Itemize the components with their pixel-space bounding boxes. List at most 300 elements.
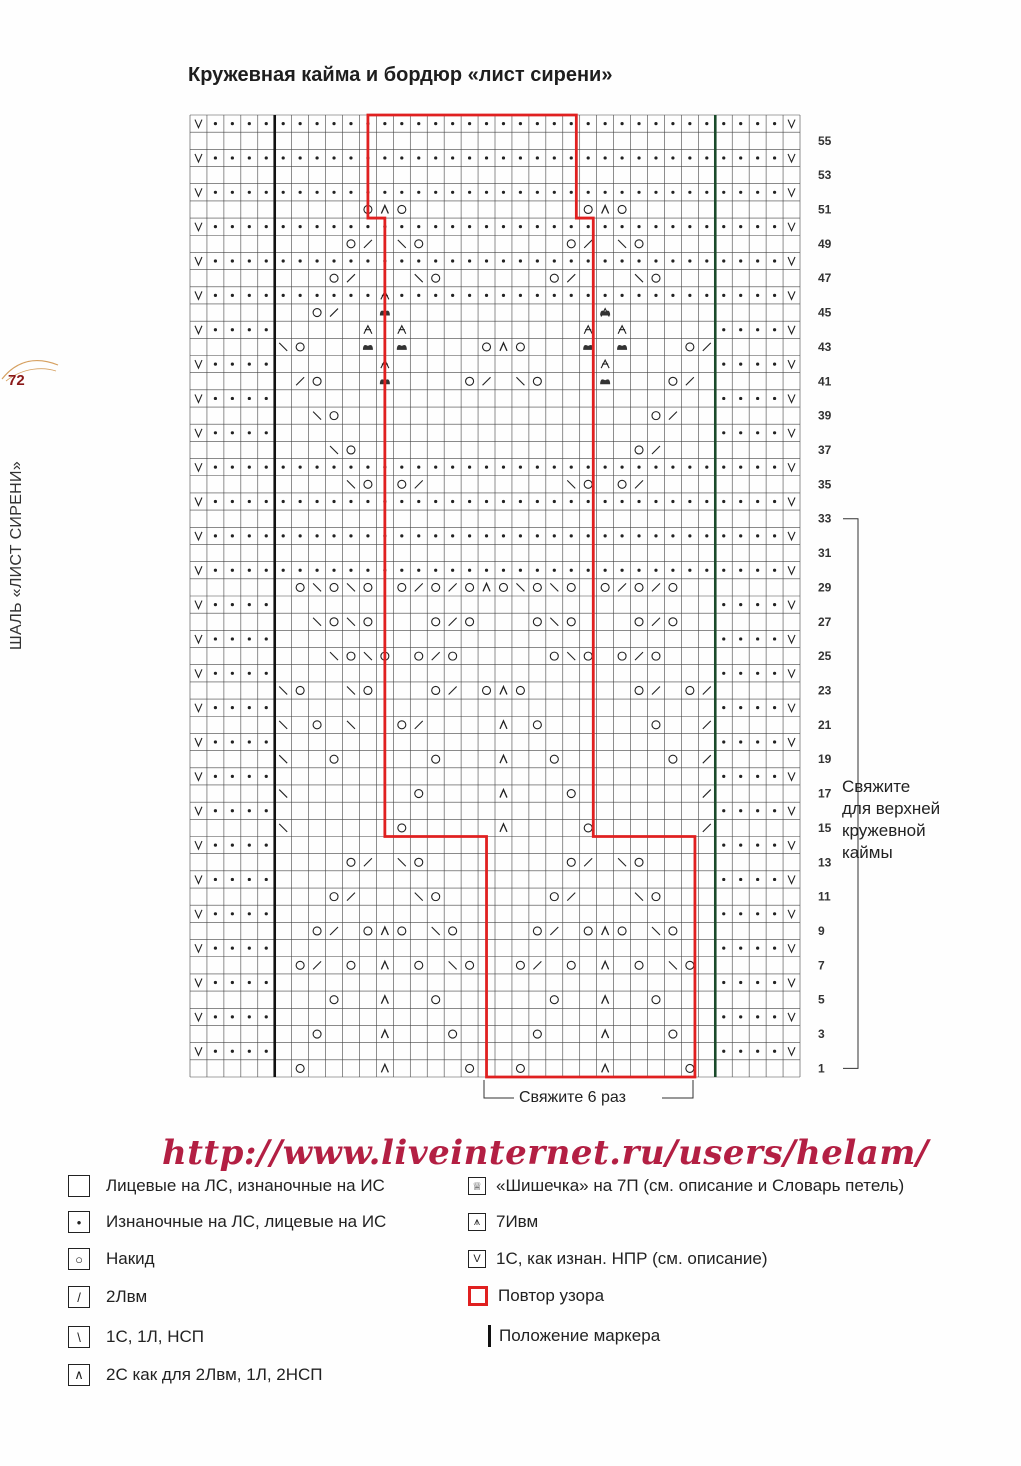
purl-dot bbox=[417, 294, 420, 297]
purl-dot bbox=[553, 569, 556, 572]
row-number: 11 bbox=[818, 889, 831, 904]
purl-dot bbox=[468, 500, 471, 503]
purl-dot bbox=[349, 191, 352, 194]
purl-dot bbox=[519, 534, 522, 537]
yarn-over bbox=[652, 412, 660, 420]
purl-dot bbox=[519, 156, 522, 159]
purl-dot bbox=[214, 466, 217, 469]
yarn-over bbox=[415, 652, 423, 660]
purl-dot bbox=[739, 878, 742, 881]
purl-dot bbox=[451, 122, 454, 125]
yarn-over bbox=[584, 927, 592, 935]
purl-dot bbox=[214, 878, 217, 881]
purl-dot bbox=[536, 534, 539, 537]
slip-stitch bbox=[195, 429, 202, 437]
purl-dot bbox=[739, 1015, 742, 1018]
purl-dot bbox=[756, 912, 759, 915]
k2tog bbox=[567, 274, 575, 282]
skp bbox=[279, 343, 287, 351]
purl-dot bbox=[248, 706, 251, 709]
purl-dot bbox=[231, 122, 234, 125]
purl-dot bbox=[722, 569, 725, 572]
annotation-line: Свяжите bbox=[842, 777, 911, 796]
purl-dot bbox=[536, 500, 539, 503]
purl-dot bbox=[502, 122, 505, 125]
purl-dot bbox=[570, 122, 573, 125]
purl-dot bbox=[248, 397, 251, 400]
purl-dot bbox=[637, 569, 640, 572]
purl-dot bbox=[231, 878, 234, 881]
purl-dot bbox=[756, 225, 759, 228]
slip-stitch bbox=[788, 635, 795, 643]
slip-stitch bbox=[788, 291, 795, 299]
purl-dot bbox=[773, 569, 776, 572]
purl-dot bbox=[282, 500, 285, 503]
purl-dot bbox=[265, 156, 268, 159]
centered-decrease bbox=[381, 205, 388, 213]
yarn-over bbox=[313, 927, 321, 935]
yarn-over bbox=[652, 893, 660, 901]
legend-item-centered-decrease bbox=[68, 1364, 323, 1386]
slip-stitch bbox=[195, 566, 202, 574]
purl-dot bbox=[349, 466, 352, 469]
purl-dot bbox=[265, 362, 268, 365]
purl-dot bbox=[756, 191, 759, 194]
yarn-over bbox=[533, 583, 541, 591]
purl-dot bbox=[688, 191, 691, 194]
purl-dot bbox=[231, 637, 234, 640]
slip-stitch bbox=[195, 291, 202, 299]
caret-icon: ∧ bbox=[68, 1364, 90, 1386]
purl-dot bbox=[214, 191, 217, 194]
purl-dot bbox=[620, 294, 623, 297]
skp bbox=[279, 790, 287, 798]
purl-dot bbox=[265, 981, 268, 984]
k2tog bbox=[449, 618, 457, 626]
purl-dot bbox=[214, 775, 217, 778]
yarn-over bbox=[635, 686, 643, 694]
yarn-over bbox=[533, 1030, 541, 1038]
skp bbox=[330, 652, 338, 660]
purl-dot bbox=[502, 156, 505, 159]
purl-dot bbox=[349, 534, 352, 537]
legend-item-slip bbox=[468, 1249, 768, 1269]
purl-dot bbox=[553, 225, 556, 228]
purl-dot bbox=[570, 569, 573, 572]
purl-dot bbox=[265, 294, 268, 297]
yarn-over bbox=[550, 755, 558, 763]
purl-dot bbox=[671, 294, 674, 297]
row-number: 47 bbox=[818, 271, 832, 286]
centered-decrease bbox=[602, 1064, 609, 1072]
purl-dot bbox=[214, 1015, 217, 1018]
purl-dot bbox=[773, 775, 776, 778]
purl-dot bbox=[214, 672, 217, 675]
yarn-over bbox=[313, 377, 321, 385]
purl-dot bbox=[739, 191, 742, 194]
purl-dot bbox=[705, 569, 708, 572]
purl-dot bbox=[620, 500, 623, 503]
purl-dot bbox=[688, 294, 691, 297]
yarn-over bbox=[398, 583, 406, 591]
purl-dot bbox=[570, 225, 573, 228]
yarn-over bbox=[686, 961, 694, 969]
purl-dot bbox=[722, 362, 725, 365]
slip-stitch bbox=[788, 532, 795, 540]
slip-stitch bbox=[788, 360, 795, 368]
purl-dot bbox=[485, 259, 488, 262]
purl-dot bbox=[637, 191, 640, 194]
k2tog bbox=[364, 858, 372, 866]
purl-dot bbox=[519, 500, 522, 503]
yarn-over bbox=[330, 893, 338, 901]
yarn-over bbox=[313, 721, 321, 729]
purl-dot bbox=[773, 1050, 776, 1053]
k2tog bbox=[449, 686, 457, 694]
purl-dot bbox=[773, 706, 776, 709]
yarn-over bbox=[669, 1030, 677, 1038]
slip-stitch bbox=[195, 532, 202, 540]
page-number: 72 bbox=[8, 372, 25, 389]
purl-dot bbox=[299, 569, 302, 572]
slip-stitch bbox=[195, 979, 202, 987]
skp bbox=[347, 480, 355, 488]
purl-dot bbox=[756, 500, 759, 503]
purl-dot bbox=[231, 534, 234, 537]
purl-dot bbox=[773, 191, 776, 194]
purl-dot bbox=[604, 259, 607, 262]
k2tog bbox=[584, 858, 592, 866]
purl-dot bbox=[468, 122, 471, 125]
purl-dot bbox=[248, 1015, 251, 1018]
purl-dot bbox=[620, 191, 623, 194]
yarn-over bbox=[347, 446, 355, 454]
yarn-over bbox=[466, 961, 474, 969]
purl-dot bbox=[756, 843, 759, 846]
yarn-over bbox=[364, 618, 372, 626]
purl-dot bbox=[756, 294, 759, 297]
bobble bbox=[600, 311, 610, 316]
slip-stitch bbox=[195, 120, 202, 128]
chart-grid bbox=[190, 115, 800, 1077]
yarn-over bbox=[347, 652, 355, 660]
purl-dot bbox=[671, 569, 674, 572]
purl-dot bbox=[468, 191, 471, 194]
yarn-over bbox=[398, 721, 406, 729]
purl-dot bbox=[265, 191, 268, 194]
p7tog bbox=[618, 326, 626, 334]
purl-dot bbox=[366, 225, 369, 228]
purl-dot bbox=[739, 156, 742, 159]
yarn-over bbox=[432, 996, 440, 1004]
skp bbox=[567, 652, 575, 660]
purl-dot bbox=[722, 534, 725, 537]
purl-dot bbox=[468, 294, 471, 297]
purl-dot bbox=[434, 191, 437, 194]
purl-dot bbox=[282, 191, 285, 194]
purl-dot bbox=[265, 397, 268, 400]
purl-dot bbox=[536, 259, 539, 262]
yarn-over bbox=[584, 480, 592, 488]
purl-dot bbox=[519, 466, 522, 469]
yarn-over bbox=[330, 274, 338, 282]
purl-dot bbox=[553, 259, 556, 262]
purl-dot bbox=[299, 191, 302, 194]
purl-dot bbox=[756, 775, 759, 778]
purl-dot bbox=[722, 603, 725, 606]
purl-dot bbox=[451, 534, 454, 537]
purl-dot bbox=[265, 328, 268, 331]
row-number: 19 bbox=[818, 752, 832, 767]
purl-dot bbox=[604, 500, 607, 503]
centered-decrease bbox=[602, 927, 609, 935]
purl-dot bbox=[553, 122, 556, 125]
purl-dot bbox=[654, 500, 657, 503]
purl-dot bbox=[756, 328, 759, 331]
purl-dot bbox=[231, 1050, 234, 1053]
purl-dot bbox=[434, 259, 437, 262]
purl-dot bbox=[265, 466, 268, 469]
purl-dot bbox=[773, 637, 776, 640]
yarn-over bbox=[686, 686, 694, 694]
yarn-over bbox=[483, 686, 491, 694]
yarn-over bbox=[601, 583, 609, 591]
yarn-over bbox=[415, 790, 423, 798]
purl-dot bbox=[417, 259, 420, 262]
yarn-over bbox=[618, 927, 626, 935]
purl-dot bbox=[739, 466, 742, 469]
purl-dot bbox=[722, 809, 725, 812]
purl-dot bbox=[332, 259, 335, 262]
purl-dot bbox=[248, 500, 251, 503]
purl-dot bbox=[773, 534, 776, 537]
purl-dot bbox=[773, 603, 776, 606]
purl-dot bbox=[739, 569, 742, 572]
purl-dot bbox=[231, 191, 234, 194]
purl-dot bbox=[417, 122, 420, 125]
bobble bbox=[617, 345, 627, 350]
yarn-over bbox=[432, 274, 440, 282]
purl-dot bbox=[315, 225, 318, 228]
slip-stitch bbox=[788, 807, 795, 815]
k2tog bbox=[652, 583, 660, 591]
skp bbox=[279, 824, 287, 832]
purl-dot bbox=[231, 1015, 234, 1018]
legend-text: 2Лвм bbox=[106, 1287, 148, 1306]
purl-dot bbox=[332, 191, 335, 194]
chart-title: Кружевная кайма и бордюр «лист сирени» bbox=[188, 64, 613, 86]
yarn-over bbox=[432, 618, 440, 626]
row-number: 17 bbox=[818, 786, 832, 801]
purl-dot bbox=[282, 534, 285, 537]
purl-dot bbox=[739, 843, 742, 846]
purl-dot bbox=[214, 843, 217, 846]
purl-dot bbox=[739, 362, 742, 365]
purl-dot bbox=[434, 569, 437, 572]
centered-decrease bbox=[500, 790, 507, 798]
purl-dot bbox=[265, 775, 268, 778]
purl-dot bbox=[231, 569, 234, 572]
purl-dot bbox=[620, 534, 623, 537]
bobble bbox=[600, 379, 610, 384]
purl-dot bbox=[451, 225, 454, 228]
purl-dot bbox=[773, 156, 776, 159]
row-numbers bbox=[818, 134, 832, 1076]
purl-dot bbox=[620, 156, 623, 159]
purl-dot bbox=[349, 225, 352, 228]
purl-dot bbox=[214, 809, 217, 812]
purl-dot bbox=[688, 534, 691, 537]
purl-dot bbox=[214, 706, 217, 709]
yarn-over bbox=[296, 686, 304, 694]
k2tog bbox=[432, 652, 440, 660]
purl-dot bbox=[231, 362, 234, 365]
k2tog bbox=[347, 893, 355, 901]
purl-dot bbox=[248, 431, 251, 434]
purl-dot bbox=[637, 259, 640, 262]
centered-decrease bbox=[602, 205, 609, 213]
purl-dot bbox=[519, 294, 522, 297]
purl-dot bbox=[265, 706, 268, 709]
purl-dot bbox=[587, 466, 590, 469]
purl-dot bbox=[705, 191, 708, 194]
row-number: 41 bbox=[818, 374, 832, 389]
annotation-line: для верхней bbox=[842, 799, 941, 818]
purl-dot bbox=[553, 534, 556, 537]
slip-stitch bbox=[195, 394, 202, 402]
k2tog bbox=[313, 961, 321, 969]
slip-stitch bbox=[195, 1047, 202, 1055]
purl-dot bbox=[722, 156, 725, 159]
slip-stitch bbox=[788, 772, 795, 780]
purl-dot bbox=[722, 947, 725, 950]
centered-decrease bbox=[381, 961, 388, 969]
yarn-over bbox=[432, 583, 440, 591]
k2tog bbox=[703, 343, 711, 351]
purl-dot bbox=[417, 156, 420, 159]
purl-dot bbox=[248, 328, 251, 331]
purl-dot bbox=[739, 809, 742, 812]
row-number: 33 bbox=[818, 511, 832, 526]
skp bbox=[398, 858, 406, 866]
k2tog bbox=[703, 790, 711, 798]
purl-dot bbox=[214, 981, 217, 984]
purl-dot bbox=[383, 122, 386, 125]
purl-dot bbox=[265, 431, 268, 434]
purl-dot bbox=[519, 569, 522, 572]
yarn-over bbox=[398, 205, 406, 213]
marker-line-icon bbox=[488, 1325, 491, 1347]
purl-dot bbox=[773, 981, 776, 984]
purl-dot bbox=[671, 122, 674, 125]
purl-dot bbox=[756, 603, 759, 606]
yarn-over bbox=[313, 309, 321, 317]
purl-dot bbox=[417, 191, 420, 194]
purl-dot bbox=[722, 466, 725, 469]
purl-dot bbox=[739, 431, 742, 434]
purl-dot bbox=[773, 328, 776, 331]
purl-dot bbox=[587, 191, 590, 194]
skp bbox=[618, 240, 626, 248]
purl-dot bbox=[265, 1015, 268, 1018]
purl-dot bbox=[654, 225, 657, 228]
purl-dot bbox=[231, 397, 234, 400]
purl-dot bbox=[773, 259, 776, 262]
yarn-over bbox=[432, 686, 440, 694]
purl-dot bbox=[756, 259, 759, 262]
yarn-over bbox=[330, 583, 338, 591]
yarn-over bbox=[635, 446, 643, 454]
yarn-over bbox=[296, 583, 304, 591]
purl-dot bbox=[485, 500, 488, 503]
yarn-over bbox=[567, 790, 575, 798]
skp bbox=[652, 927, 660, 935]
k2tog bbox=[330, 309, 338, 317]
row-number: 45 bbox=[818, 305, 832, 320]
purl-dot bbox=[417, 569, 420, 572]
yarn-over bbox=[330, 755, 338, 763]
purl-dot bbox=[604, 466, 607, 469]
purl-dot bbox=[637, 500, 640, 503]
slip-stitch bbox=[788, 1047, 795, 1055]
purl-dot bbox=[282, 122, 285, 125]
purl-dot bbox=[587, 500, 590, 503]
slip-stitch bbox=[788, 601, 795, 609]
row-number: 35 bbox=[818, 477, 832, 492]
purl-dot bbox=[231, 775, 234, 778]
purl-dot bbox=[705, 122, 708, 125]
purl-dot bbox=[773, 947, 776, 950]
purl-dot bbox=[671, 466, 674, 469]
purl-dot bbox=[756, 878, 759, 881]
purl-dot bbox=[722, 397, 725, 400]
centered-decrease bbox=[602, 961, 609, 969]
purl-dot bbox=[502, 191, 505, 194]
purl-dot bbox=[485, 156, 488, 159]
purl-dot bbox=[366, 466, 369, 469]
purl-dot bbox=[248, 672, 251, 675]
purl-dot bbox=[519, 191, 522, 194]
slip-stitch bbox=[788, 669, 795, 677]
yarn-over bbox=[635, 240, 643, 248]
yarn-over bbox=[533, 721, 541, 729]
skp bbox=[364, 652, 372, 660]
yarn-over bbox=[618, 205, 626, 213]
purl-dot bbox=[248, 809, 251, 812]
purl-dot bbox=[485, 569, 488, 572]
purl-dot bbox=[349, 569, 352, 572]
purl-dot bbox=[400, 191, 403, 194]
purl-dot bbox=[739, 1050, 742, 1053]
purl-dot bbox=[383, 191, 386, 194]
purl-dot bbox=[366, 259, 369, 262]
slip-stitch bbox=[195, 463, 202, 471]
purl-dot bbox=[265, 534, 268, 537]
purl-dot bbox=[570, 500, 573, 503]
purl-dot bbox=[604, 191, 607, 194]
skp bbox=[516, 377, 524, 385]
p7tog bbox=[364, 326, 372, 334]
purl-dot bbox=[756, 362, 759, 365]
legend-item-purl bbox=[68, 1211, 386, 1233]
k2tog bbox=[652, 446, 660, 454]
purl-dot bbox=[756, 431, 759, 434]
purl-dot bbox=[519, 225, 522, 228]
slip-stitch bbox=[788, 257, 795, 265]
purl-dot bbox=[248, 569, 251, 572]
row-number: 37 bbox=[818, 442, 832, 457]
skp bbox=[313, 412, 321, 420]
